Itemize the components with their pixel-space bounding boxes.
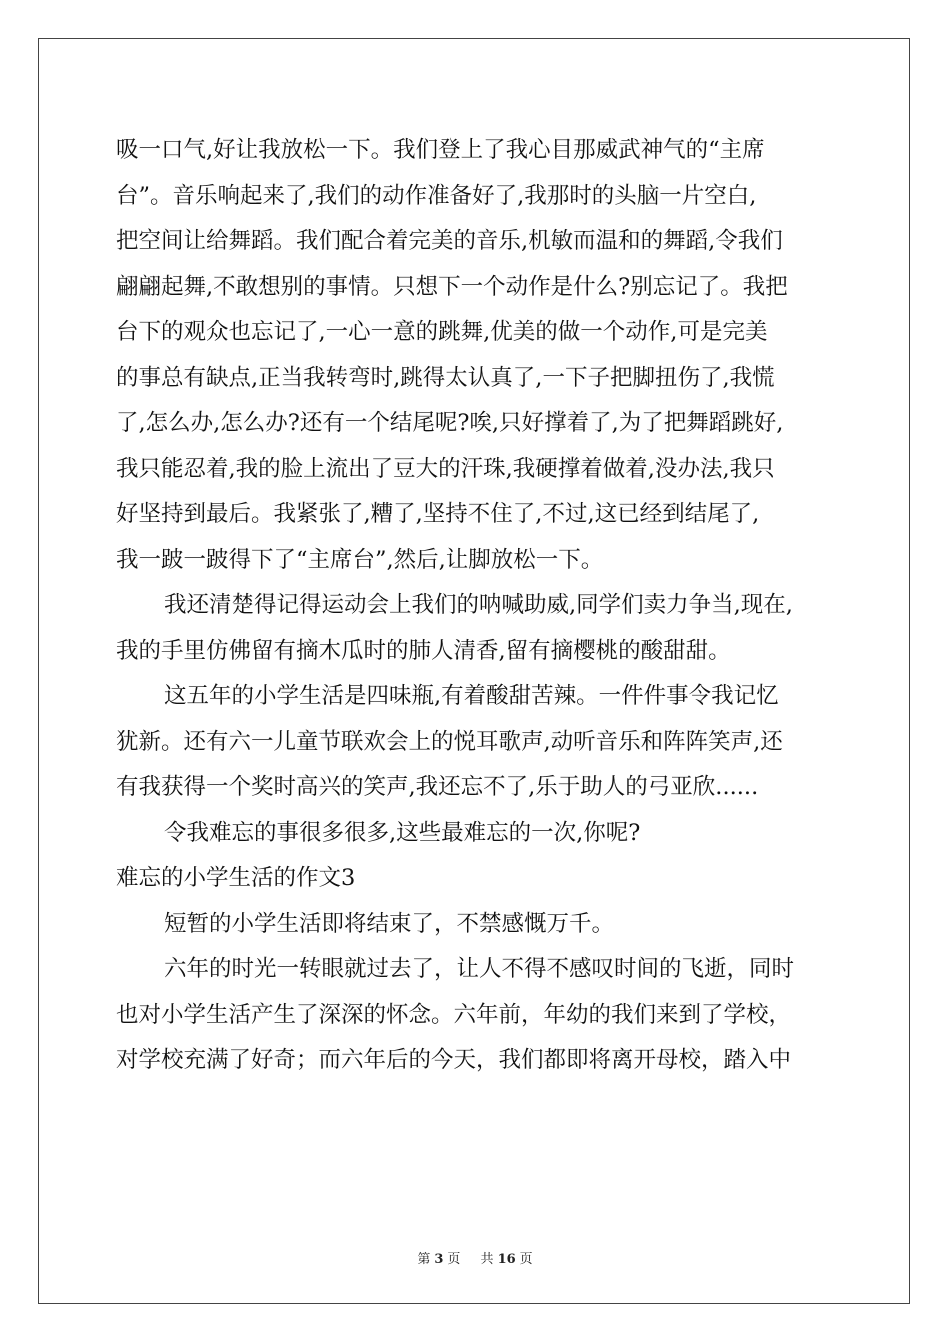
paragraph-first-line: 这五年的小学生活是四味瓶,有着酸甜苦辣。一件件事令我记忆 — [164, 683, 779, 709]
text-line: 吸一口气,好让我放松一下。我们登上了我心目那威武神气的“主席 — [116, 137, 765, 163]
paragraph-first-line: 令我难忘的事很多很多,这些最难忘的一次,你呢? — [164, 819, 641, 846]
text-line: 有我获得一个奖时高兴的笑声,我还忘不了,乐于助人的弓亚欣...... — [116, 774, 759, 800]
total-prefix: 共 — [480, 1252, 494, 1267]
text-line: 把空间让给舞蹈。我们配合着完美的音乐,机敏而温和的舞蹈,令我们 — [116, 228, 783, 254]
total-pages: 16 — [497, 1252, 516, 1267]
total-suffix: 页 — [519, 1252, 533, 1267]
text-line: 翩翩起舞,不敢想别的事情。只想下一个动作是什么?别忘记了。我把 — [116, 273, 788, 300]
page-indicator — [413, 1252, 464, 1267]
total-indicator — [477, 1252, 537, 1267]
section-heading: 难忘的小学生活的作文3 — [116, 865, 356, 891]
paragraph-first-line: 六年的时光一转眼就过去了，让人不得不感叹时间的飞逝，同时 — [164, 956, 795, 982]
text-line: 对学校充满了好奇；而六年后的今天，我们都即将离开母校，踏入中 — [116, 1047, 792, 1073]
text-line: 好坚持到最后。我紧张了,糟了,坚持不住了,不过,这已经到结尾了, — [116, 501, 760, 527]
paragraph-first-line: 我还清楚得记得运动会上我们的呐喊助威,同学们卖力争当,现在, — [164, 592, 793, 618]
text-line: 的事总有缺点,正当我转弯时,跳得太认真了,一下子把脚扭伤了,我慌 — [116, 364, 775, 391]
text-line: 台”。音乐响起来了,我们的动作准备好了,我那时的头脑一片空白, — [116, 182, 757, 209]
text-line: 我一跛一跛得下了“主席台”,然后,让脚放松一下。 — [116, 546, 604, 573]
page-number: 3 — [434, 1252, 444, 1267]
text-line: 我只能忍着,我的脸上流出了豆大的汗珠,我硬撑着做着,没办法,我只 — [116, 455, 775, 482]
text-line: 台下的观众也忘记了,一心一意的跳舞,优美的做一个动作,可是完美 — [116, 319, 768, 345]
paragraph-first-line: 短暂的小学生活即将结束了，不禁感慨万千。 — [164, 910, 615, 937]
page-footer — [0, 1248, 950, 1267]
document-body — [116, 128, 838, 1084]
page-suffix: 页 — [447, 1252, 461, 1267]
page-prefix: 第 — [417, 1252, 431, 1267]
text-line: 犹新。还有六一儿童节联欢会上的悦耳歌声,动听音乐和阵阵笑声,还 — [116, 728, 783, 755]
text-line: 我的手里仿佛留有摘木瓜时的肺人清香,留有摘樱桃的酸甜甜。 — [116, 637, 731, 664]
text-line: 也对小学生活产生了深深的怀念。六年前，年幼的我们来到了学校， — [116, 1001, 792, 1028]
text-line: 了,怎么办,怎么办?还有一个结尾呢?唉,只好撑着了,为了把舞蹈跳好, — [116, 410, 784, 436]
